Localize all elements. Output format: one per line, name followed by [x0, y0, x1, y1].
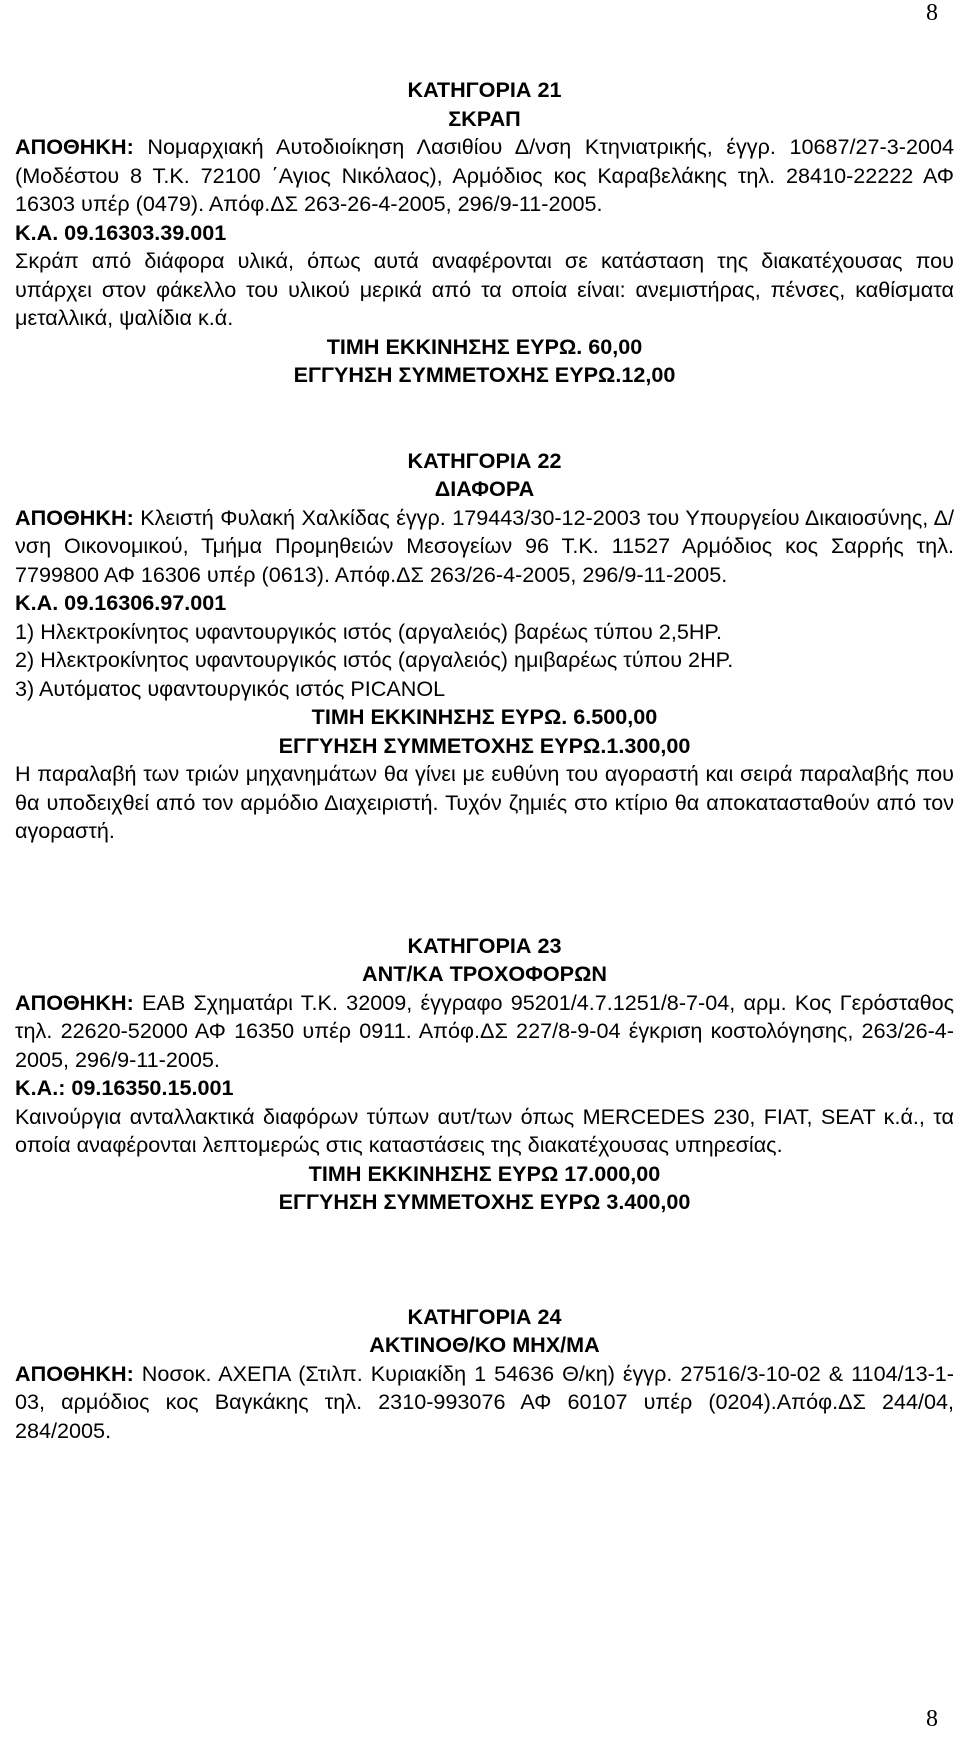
budget-code: Κ.Α. 09.16303.39.001	[15, 219, 227, 245]
starting-price: ΤΙΜΗ ΕΚΚΙΝΗΣΗΣ ΕΥΡΩ. 6.500,00	[311, 704, 658, 729]
delivery-note: Η παραλαβή των τριών μηχανημάτων θα γίνει με ευθύνη του αγοραστή και σειρά παραλαβής που θα υποδειχθεί από τον αρμόδιο Διαχειριστή. Τυχόν ζημιές στο κτίριο θα αποκατασταθούν από τον αγοραστή.	[15, 761, 954, 843]
list-item: 2) Ηλεκτροκίνητος υφαντουργικός ιστός (αργαλειός) ημιβαρέως τύπου 2HP.	[15, 647, 734, 672]
category-name: ΑΝΤ/ΚΑ ΤΡΟΧΟΦΟΡΩΝ	[362, 961, 607, 986]
warehouse-text: Νοσοκ. ΑΧΕΠΑ (Στιλπ. Κυριακίδη 1 54636 Θ/κη) έγγρ. 27516/3-10-02 & 1104/13-1-03, αρμόδιος κος Βαγκάκης τηλ. 2310-993076 ΑΦ 60107 υπέρ (0204).Απόφ.ΔΣ 244/04, 284/2005.	[15, 1360, 954, 1443]
budget-code: Κ.Α.: 09.16350.15.001	[15, 1075, 234, 1100]
starting-price: ΤΙΜΗ ΕΚΚΙΝΗΣΗΣ ΕΥΡΩ. 60,00	[326, 333, 643, 359]
category-title: ΚΑΤΗΓΟΡΙΑ 21	[407, 77, 562, 102]
category-name: ΑΚΤΙΝΟΘ/ΚΟ ΜΗΧ/ΜΑ	[369, 1332, 600, 1357]
warehouse-label: ΑΠΟΘΗΚΗ:	[15, 504, 134, 530]
warehouse-label: ΑΠΟΘΗΚΗ:	[15, 989, 134, 1015]
budget-code: Κ.Α. 09.16306.97.001	[15, 590, 227, 615]
warehouse-paragraph	[15, 133, 954, 219]
page-number-top: 8	[926, 0, 938, 26]
document-body	[15, 76, 954, 1445]
category-name: ΔΙΑΦΟΡΑ	[434, 476, 535, 501]
warehouse-label: ΑΠΟΘΗΚΗ:	[15, 134, 134, 159]
participation-guarantee: ΕΓΓΥΗΣΗ ΣΥΜΜΕΤΟΧΗΣ ΕΥΡΩ.12,00	[293, 362, 676, 387]
category-21	[15, 76, 954, 390]
warehouse-paragraph	[15, 504, 954, 590]
category-title: ΚΑΤΗΓΟΡΙΑ 23	[407, 932, 562, 958]
category-name: ΣΚΡΑΠ	[448, 105, 521, 131]
warehouse-text: ΕΑΒ Σχηματάρι Τ.Κ. 32009, έγγραφο 95201/4.7.1251/8-7-04, αρμ. Κος Γερόσταθος τηλ. 22620-52000 ΑΦ 16350 υπέρ 0911. Απόφ.ΔΣ 227/8-9-04 έγκριση κοστολόγησης, 263/26-4-2005, 296/9-11-2005.	[15, 989, 954, 1072]
category-22	[15, 447, 954, 846]
warehouse-label: ΑΠΟΘΗΚΗ:	[15, 1360, 134, 1386]
category-title: ΚΑΤΗΓΟΡΙΑ 22	[407, 447, 562, 473]
item-description: Σκράπ από διάφορα υλικά, όπως αυτά αναφέρονται σε κατάσταση της διακατέχουσας που υπάρχει στον φάκελλο του υλικού μερικά από τα οποία είναι: ανεμιστήρας, πένσες, καθίσματα μεταλλικά, ψαλίδια κ.ά.	[15, 248, 954, 330]
list-item: 3) Αυτόματος υφαντουργικός ιστός PICANOL	[15, 675, 446, 701]
page-number-bottom: 8	[926, 1706, 938, 1732]
warehouse-text: Νομαρχιακή Αυτοδιοίκηση Λασιθίου Δ/νση Κτηνιατρικής, έγγρ. 10687/27-3-2004 (Μοδέστου 8 Τ.Κ. 72100 ΄Αγιος Νικόλαος), Αρμόδιος κος Καραβελάκης τηλ. 28410-22222 ΑΦ 16303 υπέρ (0479). Απόφ.ΔΣ 263-26-4-2005, 296/9-11-2005.	[15, 134, 954, 216]
warehouse-paragraph	[15, 989, 954, 1075]
warehouse-text: Κλειστή Φυλακή Χαλκίδας έγγρ. 179443/30-12-2003 του Υπουργείου Δικαιοσύνης, Δ/νση Οικονομικού, Τμήμα Προμηθειών Μεσογείων 96 Τ.Κ. 11527 Αρμόδιος κος Σαρρής τηλ. 7799800 ΑΦ 16306 υπέρ (0613). Απόφ.ΔΣ 263/26-4-2005, 296/9-11-2005.	[15, 504, 954, 587]
category-24	[15, 1303, 954, 1446]
list-item: 1) Ηλεκτροκίνητος υφαντουργικός ιστός (αργαλειός) βαρέως τύπου 2,5HP.	[15, 618, 723, 644]
category-title: ΚΑΤΗΓΟΡΙΑ 24	[407, 1303, 562, 1329]
starting-price: ΤΙΜΗ ΕΚΚΙΝΗΣΗΣ ΕΥΡΩ 17.000,00	[308, 1160, 661, 1186]
item-description: Καινούργια ανταλλακτικά διαφόρων τύπων αυτ/των όπως MERCEDES 230, FIAT, SEAT κ.ά., τα οποία αναφέρονται λεπτομερώς στις καταστάσεις της διακατέχουσας υπηρεσίας.	[15, 1103, 954, 1157]
participation-guarantee: ΕΓΓΥΗΣΗ ΣΥΜΜΕΤΟΧΗΣ ΕΥΡΩ.1.300,00	[278, 732, 691, 758]
warehouse-paragraph	[15, 1360, 954, 1446]
participation-guarantee: ΕΓΓΥΗΣΗ ΣΥΜΜΕΤΟΧΗΣ ΕΥΡΩ 3.400,00	[278, 1189, 691, 1214]
category-23	[15, 932, 954, 1217]
